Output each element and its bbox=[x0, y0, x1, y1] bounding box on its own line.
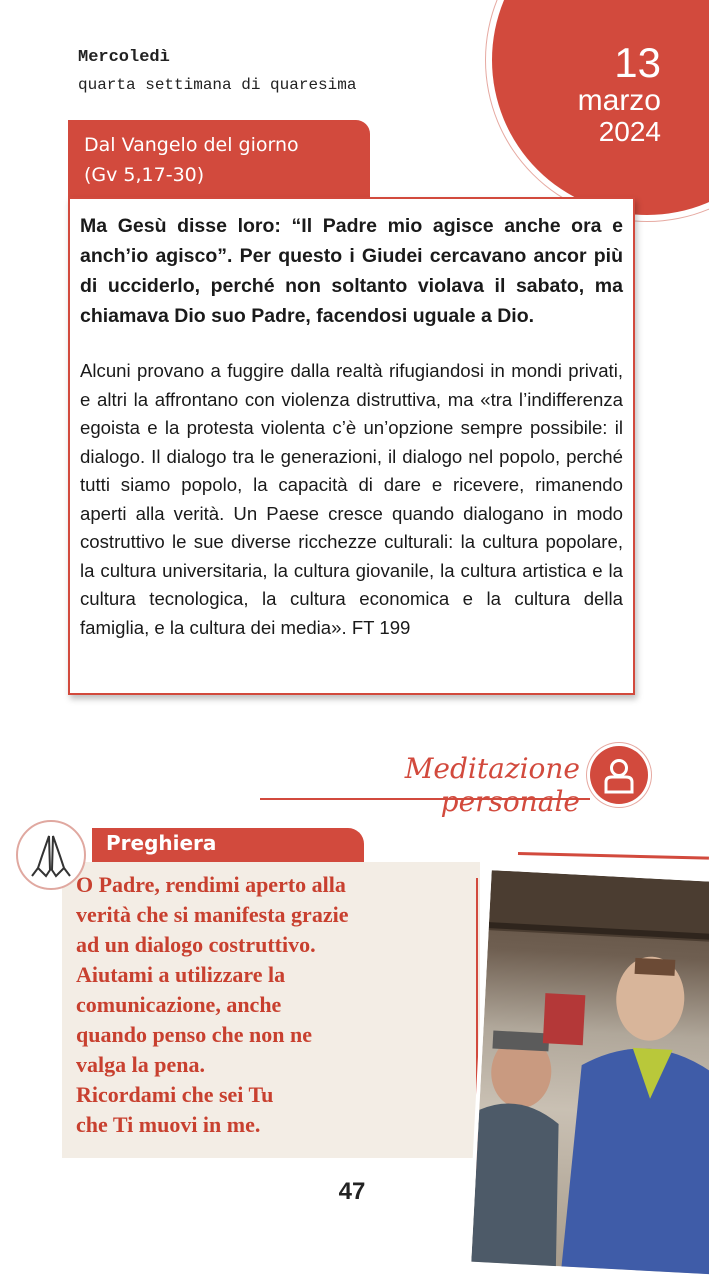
person-icon bbox=[590, 746, 648, 804]
meditation-label: Meditazione personale bbox=[404, 752, 580, 818]
prayer-line: O Padre, rendimi aperto alla bbox=[76, 872, 346, 897]
date-day: 13 bbox=[614, 39, 661, 86]
commentary-text: Alcuni provano a fuggire dalla realtà rifugiandosi in mondi privati, e altri la affrontano con violenza distruttiva, ma «tra l’indifferenza egoista e la protesta violenta c’è un’opzione sempre possibile: il dialogo. Il dialogo tra le generazioni, il dialogo nel popolo, perché tutti siamo popolo, la capacità di dare e ricevere, rimanendo aperti alla verità. Un Paese cresce quando dialogano in modo costruttivo le sue diverse ricchezze culturali: la cultura popolare, la cultura universitaria, la cultura giovanile, la cultura artistica e la cultura tecnologica, la cultura economica e la cultura della famiglia, e la cultura dei media». FT 199 bbox=[80, 360, 623, 638]
prayer-label: Preghiera bbox=[92, 828, 364, 862]
gospel-label bbox=[68, 120, 370, 198]
prayer-line: Ricordami che sei Tu bbox=[76, 1082, 274, 1107]
page-number: 47 bbox=[338, 1178, 366, 1205]
gospel-box bbox=[68, 197, 635, 695]
prayer-line: quando penso che non ne bbox=[76, 1022, 312, 1047]
gospel-label-title: Dal Vangelo del giorno bbox=[84, 134, 299, 156]
date-month: marzo bbox=[577, 84, 661, 117]
photo bbox=[467, 866, 709, 1279]
prayer-line: verità che si manifesta grazie bbox=[76, 902, 349, 927]
prayer-line: che Ti muovi in me. bbox=[76, 1112, 261, 1137]
week-name: quarta settimana di quaresima bbox=[78, 76, 357, 94]
date-block bbox=[577, 39, 661, 147]
prayer-text bbox=[76, 870, 466, 1140]
prayer-line: ad un dialogo costruttivo. bbox=[76, 932, 316, 957]
gospel-text: Ma Gesù disse loro: “Il Padre mio agisce anche ora e anch’io agisco”. Per questo i Giudei cercavano ancor più di ucciderlo, perché non soltanto violava il sabato, ma chiamava Dio suo Padre, facendosi uguale a Dio. bbox=[80, 215, 623, 327]
day-name: Mercoledì bbox=[78, 48, 170, 67]
prayer-line: Aiutami a utilizzare la bbox=[76, 962, 286, 987]
prayer-line: valga la pena. bbox=[76, 1052, 205, 1077]
prayer-line: comunicazione, anche bbox=[76, 992, 282, 1017]
decorative-line bbox=[518, 852, 709, 860]
gospel-reference: (Gv 5,17-30) bbox=[84, 164, 205, 186]
date-year: 2024 bbox=[598, 116, 661, 147]
